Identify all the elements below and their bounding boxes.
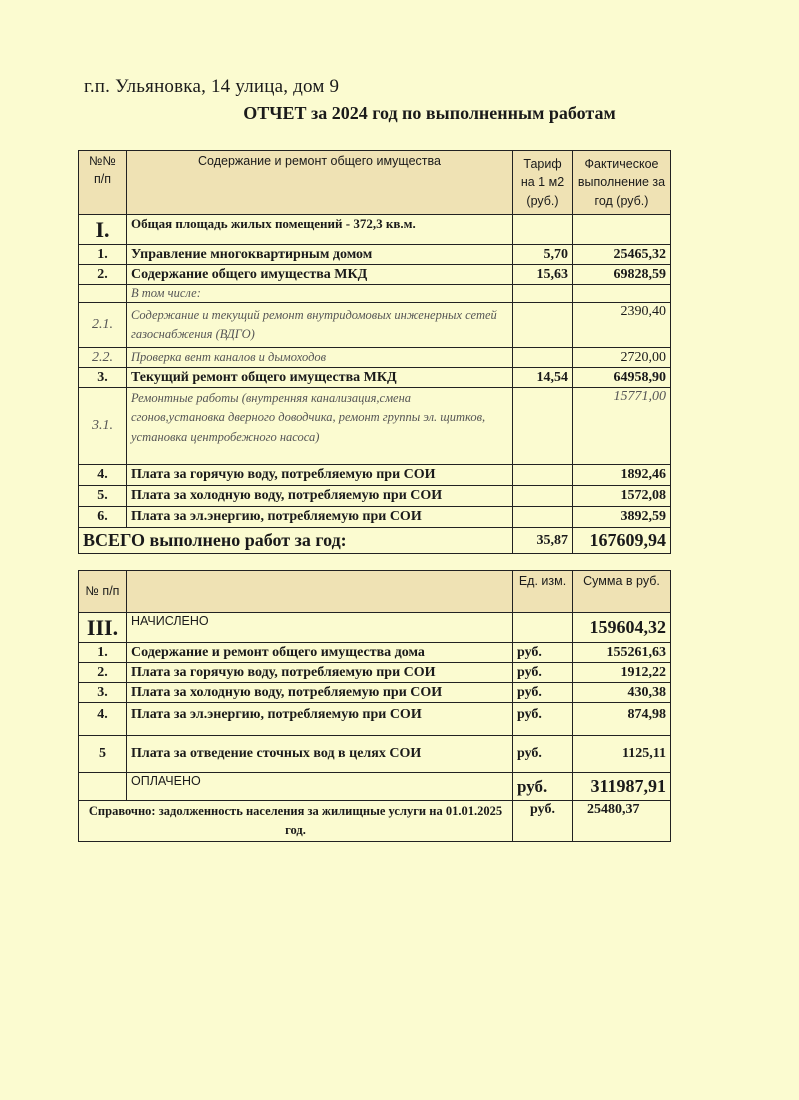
row-name: Ремонтные работы (внутренняя канализация,смена сгонов,установка дверного доводчика, ремонт группы эл. щитков, установка центробежного насоса) [127, 388, 513, 465]
row-num: 6. [79, 507, 127, 528]
row-tariff: 15,63 [513, 265, 573, 285]
row-name: Плата за горячую воду, потребляемую при СОИ [127, 465, 513, 486]
row-amount: 874,98 [573, 703, 671, 736]
row-num: 2. [79, 663, 127, 683]
charges-section-row [79, 613, 671, 643]
header-actual: Фактическое выполнение за год (руб.) [573, 151, 671, 215]
header-tariff: Тариф на 1 м2 (руб.) [513, 151, 573, 215]
row-num: 3. [79, 368, 127, 388]
row-unit: руб. [513, 703, 573, 736]
table-row [79, 265, 671, 285]
row-num: 3.1. [79, 388, 127, 465]
note-unit: руб. [513, 801, 573, 842]
row-name: Содержание общего имущества МКД [127, 265, 513, 285]
charges-header-sum: Сумма в руб. [573, 571, 671, 613]
row-amount: 1912,22 [573, 663, 671, 683]
row-name: Плата за эл.энергию, потребляемую при СОИ [127, 703, 513, 736]
header-num: №№ п/п [79, 151, 127, 215]
table-row [79, 663, 671, 683]
row-amount: 15771,00 [573, 388, 671, 465]
row-name: Проверка вент каналов и дымоходов [127, 348, 513, 368]
row-unit: руб. [513, 663, 573, 683]
table-row [79, 643, 671, 663]
row-num: 2. [79, 265, 127, 285]
row-num: 3. [79, 683, 127, 703]
row-name: Содержание и ремонт общего имущества дома [127, 643, 513, 663]
row-unit: руб. [513, 683, 573, 703]
row-num: 5 [79, 736, 127, 773]
table-row [79, 388, 671, 465]
note-amount: 25480,37 [573, 801, 671, 842]
table-row [79, 507, 671, 528]
row-num: 5. [79, 486, 127, 507]
row-num: 4. [79, 703, 127, 736]
row-tariff: 14,54 [513, 368, 573, 388]
row-unit: руб. [513, 736, 573, 773]
section-num: I. [79, 215, 127, 245]
paid-label: ОПЛАЧЕНО [127, 773, 513, 801]
paid-row [79, 773, 671, 801]
charges-section-label: НАЧИСЛЕНО [127, 613, 513, 643]
note-label: Справочно: задолженность населения за жилищные услуги на 01.01.2025 год. [79, 801, 513, 842]
charges-section-num: III. [79, 613, 127, 643]
paid-unit: руб. [513, 773, 573, 801]
table-row [79, 245, 671, 265]
paid-amount: 311987,91 [573, 773, 671, 801]
row-name: Управление многоквартирным домом [127, 245, 513, 265]
row-tariff: 5,70 [513, 245, 573, 265]
row-name: Плата за отведение сточных вод в целях СОИ [127, 736, 513, 773]
note-row [79, 801, 671, 842]
row-num: 1. [79, 245, 127, 265]
row-amount: 155261,63 [573, 643, 671, 663]
row-name: Плата за холодную воду, потребляемую при СОИ [127, 683, 513, 703]
report-header-row [79, 151, 671, 215]
table-row [79, 465, 671, 486]
charges-table [78, 570, 671, 842]
report-table [78, 150, 671, 554]
address: г.п. Ульяновка, 14 улица, дом 9 [84, 76, 340, 97]
table-row [79, 348, 671, 368]
table-row [79, 368, 671, 388]
row-amount: 1125,11 [573, 736, 671, 773]
row-unit: руб. [513, 643, 573, 663]
row-num: 2.2. [79, 348, 127, 368]
charges-header-unit: Ед. изм. [513, 571, 573, 613]
charges-header-num: № п/п [79, 571, 127, 613]
row-amount: 64958,90 [573, 368, 671, 388]
row-amount: 2720,00 [573, 348, 671, 368]
section-label: Общая площадь жилых помещений - 372,3 кв.м. [127, 215, 513, 245]
section-row [79, 215, 671, 245]
row-name: Содержание и текущий ремонт внутридомовых инженерных сетей газоснабжения (ВДГО) [127, 303, 513, 348]
row-num: 1. [79, 643, 127, 663]
total-tariff: 35,87 [513, 528, 573, 554]
total-label: ВСЕГО выполнено работ за год: [79, 528, 513, 554]
row-amount: 2390,40 [573, 303, 671, 348]
row-amount: 3892,59 [573, 507, 671, 528]
row-amount: 1572,08 [573, 486, 671, 507]
report-title: ОТЧЕТ за 2024 год по выполненным работам [243, 103, 616, 123]
row-num: 4. [79, 465, 127, 486]
row-name: В том числе: [127, 285, 513, 303]
charges-section-amount: 159604,32 [573, 613, 671, 643]
row-amount: 430,38 [573, 683, 671, 703]
charges-header-row [79, 571, 671, 613]
total-row [79, 528, 671, 554]
header-name: Содержание и ремонт общего имущества [127, 151, 513, 215]
table-row [79, 486, 671, 507]
table-row [79, 703, 671, 736]
row-num: 2.1. [79, 303, 127, 348]
row-name: Текущий ремонт общего имущества МКД [127, 368, 513, 388]
row-amount: 69828,59 [573, 265, 671, 285]
row-name: Плата за горячую воду, потребляемую при СОИ [127, 663, 513, 683]
table-row [79, 285, 671, 303]
row-amount: 1892,46 [573, 465, 671, 486]
table-row [79, 303, 671, 348]
total-amount: 167609,94 [573, 528, 671, 554]
table-row [79, 683, 671, 703]
table-row [79, 736, 671, 773]
row-name: Плата за эл.энергию, потребляемую при СОИ [127, 507, 513, 528]
row-amount: 25465,32 [573, 245, 671, 265]
row-name: Плата за холодную воду, потребляемую при СОИ [127, 486, 513, 507]
charges-header-blank [127, 571, 513, 613]
